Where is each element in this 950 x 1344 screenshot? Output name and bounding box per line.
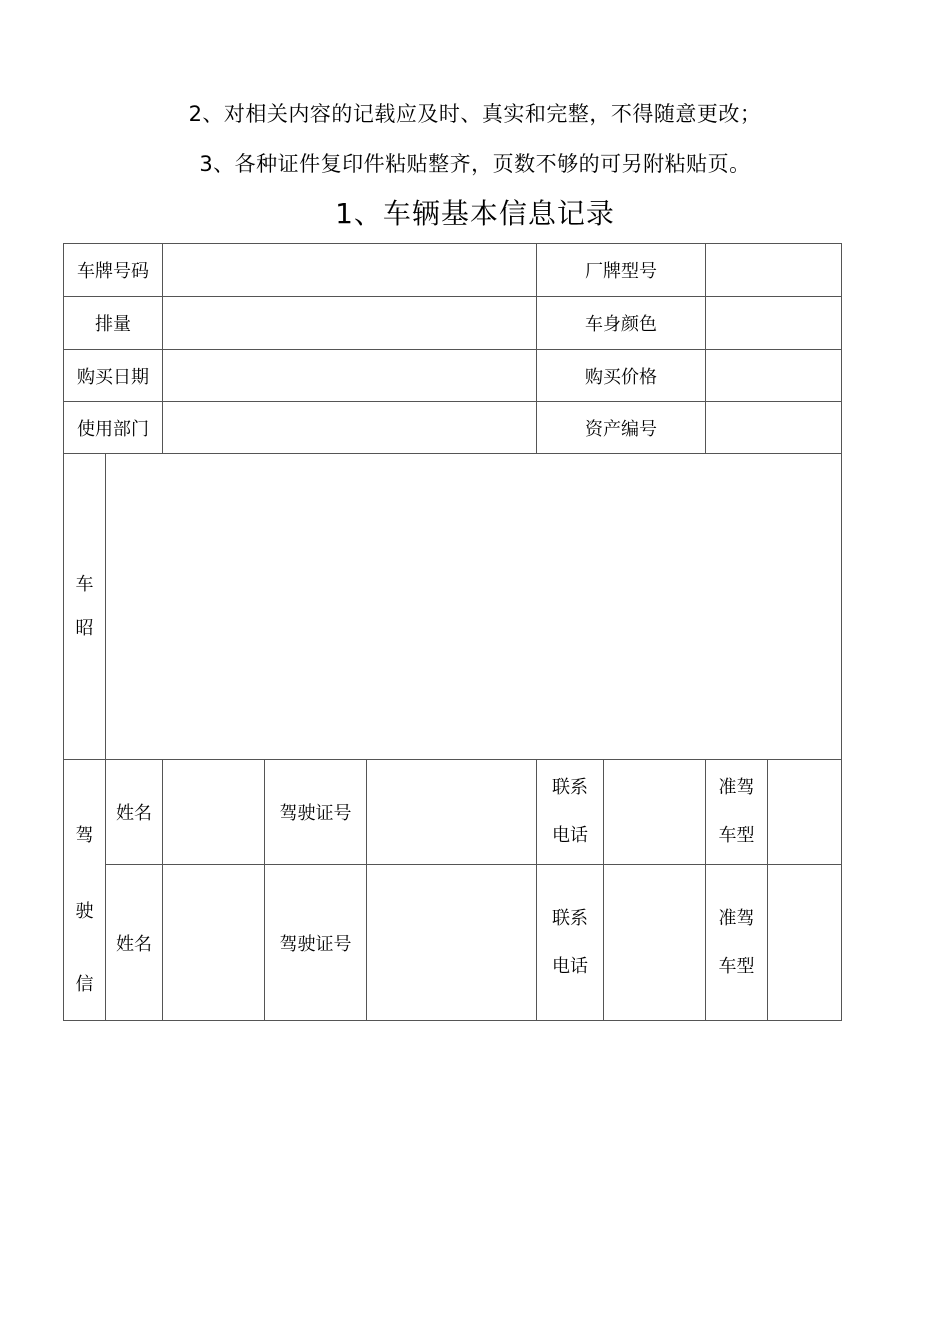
asset-number-label: 资产编号	[537, 402, 706, 454]
purchase-price-value[interactable]	[706, 350, 842, 402]
table-row	[64, 244, 842, 297]
driver-phone-label	[537, 760, 604, 865]
driver-license-class-label	[706, 760, 768, 865]
driver-license-class-label-line: 准驾	[718, 777, 755, 799]
table-row	[64, 350, 842, 402]
driver-license-class-value[interactable]	[768, 865, 842, 1021]
driver-license-class-label-line: 车型	[718, 825, 755, 847]
purchase-date-label: 购买日期	[64, 350, 163, 402]
driver-name-value[interactable]	[163, 760, 265, 865]
displacement-value[interactable]	[163, 297, 537, 350]
table-row	[64, 297, 842, 350]
plate-number-value[interactable]	[163, 244, 537, 297]
table-row	[64, 454, 842, 760]
driver-license-class-label-line: 车型	[718, 955, 755, 977]
vehicle-info-table	[63, 243, 842, 1021]
driver-info-label-line: 信	[75, 974, 94, 995]
driver-license-label: 驾驶证号	[265, 865, 367, 1021]
driver-phone-label-line: 联系	[552, 777, 588, 799]
page-title: 1、车辆基本信息记录	[335, 197, 615, 230]
driver-info-label-line: 驾	[75, 825, 94, 846]
body-color-label: 车身颜色	[537, 297, 706, 350]
driver-license-class-label-line: 准驾	[718, 907, 755, 929]
table-row	[64, 760, 842, 865]
brand-model-label: 厂牌型号	[537, 244, 706, 297]
brand-model-value[interactable]	[706, 244, 842, 297]
using-department-value[interactable]	[163, 402, 537, 454]
driver-name-label: 姓名	[106, 865, 163, 1021]
vehicle-photo-label-line: 昭	[75, 617, 94, 639]
driver-name-value[interactable]	[163, 865, 265, 1021]
driver-name-label: 姓名	[106, 760, 163, 865]
driver-phone-label	[537, 865, 604, 1021]
purchase-price-label: 购买价格	[537, 350, 706, 402]
table-row	[64, 402, 842, 454]
plate-number-label: 车牌号码	[64, 244, 163, 297]
driver-phone-label-line: 联系	[552, 907, 588, 929]
asset-number-value[interactable]	[706, 402, 842, 454]
driver-phone-value[interactable]	[604, 760, 706, 865]
vehicle-photo-label-line: 车	[75, 573, 94, 595]
vehicle-photo-area[interactable]	[106, 454, 842, 760]
displacement-label: 排量	[64, 297, 163, 350]
instruction-note-2: 2、对相关内容的记载应及时、真实和完整，不得随意更改；	[188, 102, 762, 126]
body-color-value[interactable]	[706, 297, 842, 350]
driver-phone-label-line: 电话	[552, 825, 588, 847]
using-department-label: 使用部门	[64, 402, 163, 454]
driver-license-value[interactable]	[367, 760, 537, 865]
instruction-note-3: 3、各种证件复印件粘贴整齐，页数不够的可另附粘贴页。	[199, 152, 751, 176]
driver-license-class-value[interactable]	[768, 760, 842, 865]
driver-license-class-label	[706, 865, 768, 1021]
driver-license-label: 驾驶证号	[265, 760, 367, 865]
driver-info-label-line: 驶	[75, 901, 94, 922]
driver-info-label	[64, 760, 106, 1021]
purchase-date-value[interactable]	[163, 350, 537, 402]
driver-license-value[interactable]	[367, 865, 537, 1021]
table-row	[64, 865, 842, 1021]
driver-phone-value[interactable]	[604, 865, 706, 1021]
driver-phone-label-line: 电话	[552, 955, 588, 977]
vehicle-photo-label	[64, 454, 106, 760]
